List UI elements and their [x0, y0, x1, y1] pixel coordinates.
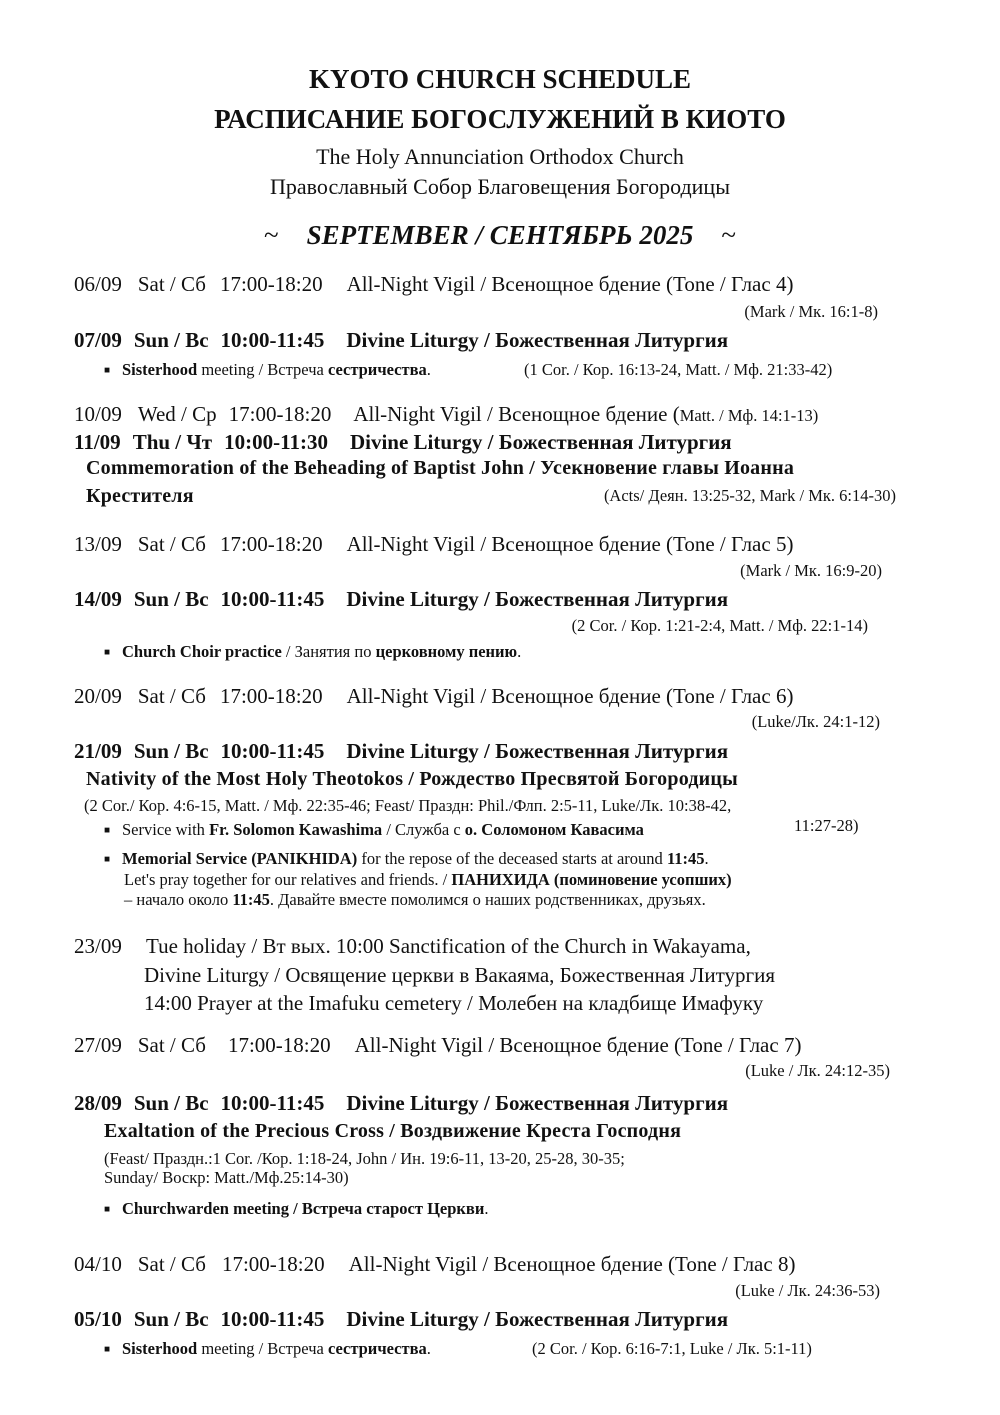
bullet-icon: ■ [104, 854, 111, 865]
entry-ref: Matt. / Мф. 14:1-13) [679, 406, 819, 425]
entry-ref: (1 Cor. / Кор. 16:13-24, Matt. / Мф. 21:33-42) [524, 360, 833, 379]
entry-service: All-Night Vigil / Всенощное бдение ( [353, 402, 680, 426]
entry-0510 [74, 1307, 728, 1332]
feast-exaltation: Exaltation of the Precious Cross / Воздвижение Креста Господня [104, 1120, 682, 1142]
entry-day: Sun / Вс [133, 739, 209, 763]
entry-day: Sun / Вс [133, 328, 209, 352]
entry-2109 [74, 739, 728, 764]
tilde-right: ~ [721, 220, 736, 250]
bullet-icon: ■ [104, 365, 111, 376]
entry-ref: (2 Cor. / Кор. 6:16-7:1, Luke / Лк. 5:1-11) [532, 1339, 812, 1358]
entry-service: Divine Liturgy / Божественная Литургия [346, 328, 729, 352]
entry-0709 [74, 328, 728, 353]
note-memorial-line1: ■ Memorial Service (PANIKHIDA) for the repose of the deceased starts at around 11:45. [104, 849, 709, 868]
entry-time: 17:00-18:20 [219, 272, 323, 296]
entry-2309-line2: Divine Liturgy / Освящение церкви в Вакаяма, Божественная Литургия [144, 963, 775, 987]
entry-day: Sat / Сб [137, 1033, 206, 1057]
entry-time: 10:00-11:30 [224, 430, 328, 454]
title-en: KYOTO CHURCH SCHEDULE [308, 64, 692, 94]
feast-beheading-cont: Крестителя [86, 485, 194, 507]
bullet-icon: ■ [104, 1344, 111, 1355]
entry-1009 [74, 402, 818, 427]
entry-2309-date: 23/09 [74, 934, 122, 958]
entry-day: Sun / Вс [133, 1091, 209, 1115]
entry-day: Sat / Сб [137, 684, 206, 708]
entry-ref-line1: (Feast/ Праздн.:1 Cor. /Кор. 1:18-24, John / Ин. 19:6-11, 13-20, 25-28, 30-35; [104, 1149, 625, 1168]
note-memorial-line3: – начало около 11:45. Давайте вместе помолимся о наших родственниках, друзьях. [124, 890, 706, 909]
entry-ref: (2 Cor. / Кор. 1:21-2:4, Matt. / Мф. 22:1-14) [571, 616, 868, 635]
entry-2009 [74, 684, 793, 709]
entry-time: 10:00-11:45 [220, 328, 325, 352]
entry-day: Sat / Сб [137, 272, 206, 296]
month-label: SEPTEMBER / СЕНТЯБРЬ 2025 [306, 220, 694, 250]
entry-1409 [74, 587, 728, 612]
entry-day: Sun / Вс [133, 587, 209, 611]
entry-day: Sat / Сб [137, 1252, 206, 1276]
entry-time: 10:00-11:45 [220, 587, 325, 611]
entry-time: 10:00-11:45 [220, 1307, 325, 1331]
entry-service: Divine Liturgy / Божественная Литургия [349, 430, 732, 454]
entry-date: 05/10 [74, 1307, 122, 1331]
entry-date: 21/09 [74, 739, 122, 763]
tilde-left: ~ [264, 220, 279, 250]
entry-service: All-Night Vigil / Всенощное бдение (Tone / Глас 5) [346, 532, 794, 556]
entry-ref: (Luke/Лк. 24:1-12) [751, 712, 880, 731]
entry-1309 [74, 532, 793, 557]
entry-date: 27/09 [74, 1033, 122, 1057]
entry-service: All-Night Vigil / Всенощное бдение (Tone / Глас 6) [346, 684, 794, 708]
entry-ref-line1: (2 Cor./ Кор. 4:6-15, Matt. / Мф. 22:35-46; Feast/ Праздн: Phil./Флп. 2:5-11, Luke/Лк. 10:38-42, [84, 796, 732, 815]
entry-time: 17:00-18:20 [219, 684, 323, 708]
entry-ref-line2: 11:27-28) [794, 816, 859, 835]
entry-ref-line2: Sunday/ Воскр: Matt./Мф.25:14-30) [104, 1168, 349, 1187]
entry-1109 [74, 430, 732, 455]
entry-service: All-Night Vigil / Всенощное бдение (Tone / Глас 7) [354, 1033, 802, 1057]
entry-ref: (Mark / Мк. 16:1-8) [744, 302, 878, 321]
entry-date: 28/09 [74, 1091, 122, 1115]
entry-ref: (Luke / Лк. 24:12-35) [745, 1061, 890, 1080]
entry-ref: (Acts/ Деян. 13:25-32, Mark / Мк. 6:14-30) [603, 486, 896, 505]
entry-date: 10/09 [74, 402, 122, 426]
entry-service: Divine Liturgy / Божественная Литургия [346, 739, 729, 763]
entry-2309-line1: Tue holiday / Вт вых. 10:00 Sanctification of the Church in Wakayama, [146, 934, 751, 958]
bullet-icon: ■ [104, 825, 111, 836]
entry-2809 [74, 1091, 728, 1116]
entry-service: All-Night Vigil / Всенощное бдение (Tone / Глас 4) [346, 272, 794, 296]
entry-0609 [74, 272, 793, 297]
entry-date: 11/09 [74, 430, 121, 454]
note-choir-1409: ■ Church Choir practice / Занятия по церковному пению. [104, 642, 522, 661]
entry-day: Thu / Чт [132, 430, 213, 454]
entry-time: 17:00-18:20 [219, 532, 323, 556]
entry-ref: (Luke / Лк. 24:36-53) [735, 1281, 880, 1300]
entry-service: All-Night Vigil / Всенощное бдение (Tone / Глас 8) [348, 1252, 796, 1276]
entry-ref: (Mark / Мк. 16:9-20) [740, 561, 882, 580]
entry-2309-line3: 14:00 Prayer at the Imafuku cemetery / Молебен на кладбище Имафуку [144, 991, 764, 1015]
month-heading [0, 220, 1000, 251]
entry-day: Sat / Сб [137, 532, 206, 556]
note-sisterhood-0510: ■ Sisterhood meeting / Встреча сестричества. [104, 1339, 431, 1358]
entry-date: 20/09 [74, 684, 122, 708]
note-churchwarden-2809: ■ Churchwarden meeting / Встреча старост Церкви. [104, 1199, 489, 1218]
bullet-icon: ■ [104, 647, 111, 658]
entry-date: 04/10 [74, 1252, 122, 1276]
note-service-fr-solomon: ■ Service with Fr. Solomon Kawashima / Служба с о. Соломоном Кавасима [104, 820, 644, 839]
entry-date: 07/09 [74, 328, 122, 352]
entry-time: 17:00-18:20 [228, 402, 332, 426]
entry-date: 13/09 [74, 532, 122, 556]
entry-day: Sun / Вс [133, 1307, 209, 1331]
entry-time: 10:00-11:45 [220, 1091, 325, 1115]
church-en: The Holy Annunciation Orthodox Church [316, 144, 684, 169]
entry-service: Divine Liturgy / Божественная Литургия [346, 1091, 729, 1115]
church-ru: Православный Собор Благовещения Богородицы [270, 174, 730, 199]
entry-service: Divine Liturgy / Божественная Литургия [346, 1307, 729, 1331]
entry-date: 14/09 [74, 587, 122, 611]
note-memorial-line2: Let's pray together for our relatives and friends. / ПАНИХИДА (поминовение усопших) [124, 870, 732, 889]
bullet-icon: ■ [104, 1204, 111, 1215]
feast-nativity: Nativity of the Most Holy Theotokos / Рождество Пресвятой Богородицы [86, 768, 738, 790]
feast-beheading: Commemoration of the Beheading of Baptist John / Усекновение главы Иоанна [86, 457, 795, 479]
entry-service: Divine Liturgy / Божественная Литургия [346, 587, 729, 611]
entry-time: 17:00-18:20 [221, 1252, 325, 1276]
entry-2709 [74, 1033, 801, 1058]
entry-day: Wed / Ср [137, 402, 217, 426]
entry-time: 10:00-11:45 [220, 739, 325, 763]
title-ru: РАСПИСАНИЕ БОГОСЛУЖЕНИЙ В КИОТО [214, 104, 786, 134]
entry-date: 06/09 [74, 272, 122, 296]
note-sisterhood-0709: ■ Sisterhood meeting / Встреча сестричества. [104, 360, 431, 379]
entry-time: 17:00-18:20 [227, 1033, 331, 1057]
entry-0410 [74, 1252, 795, 1277]
